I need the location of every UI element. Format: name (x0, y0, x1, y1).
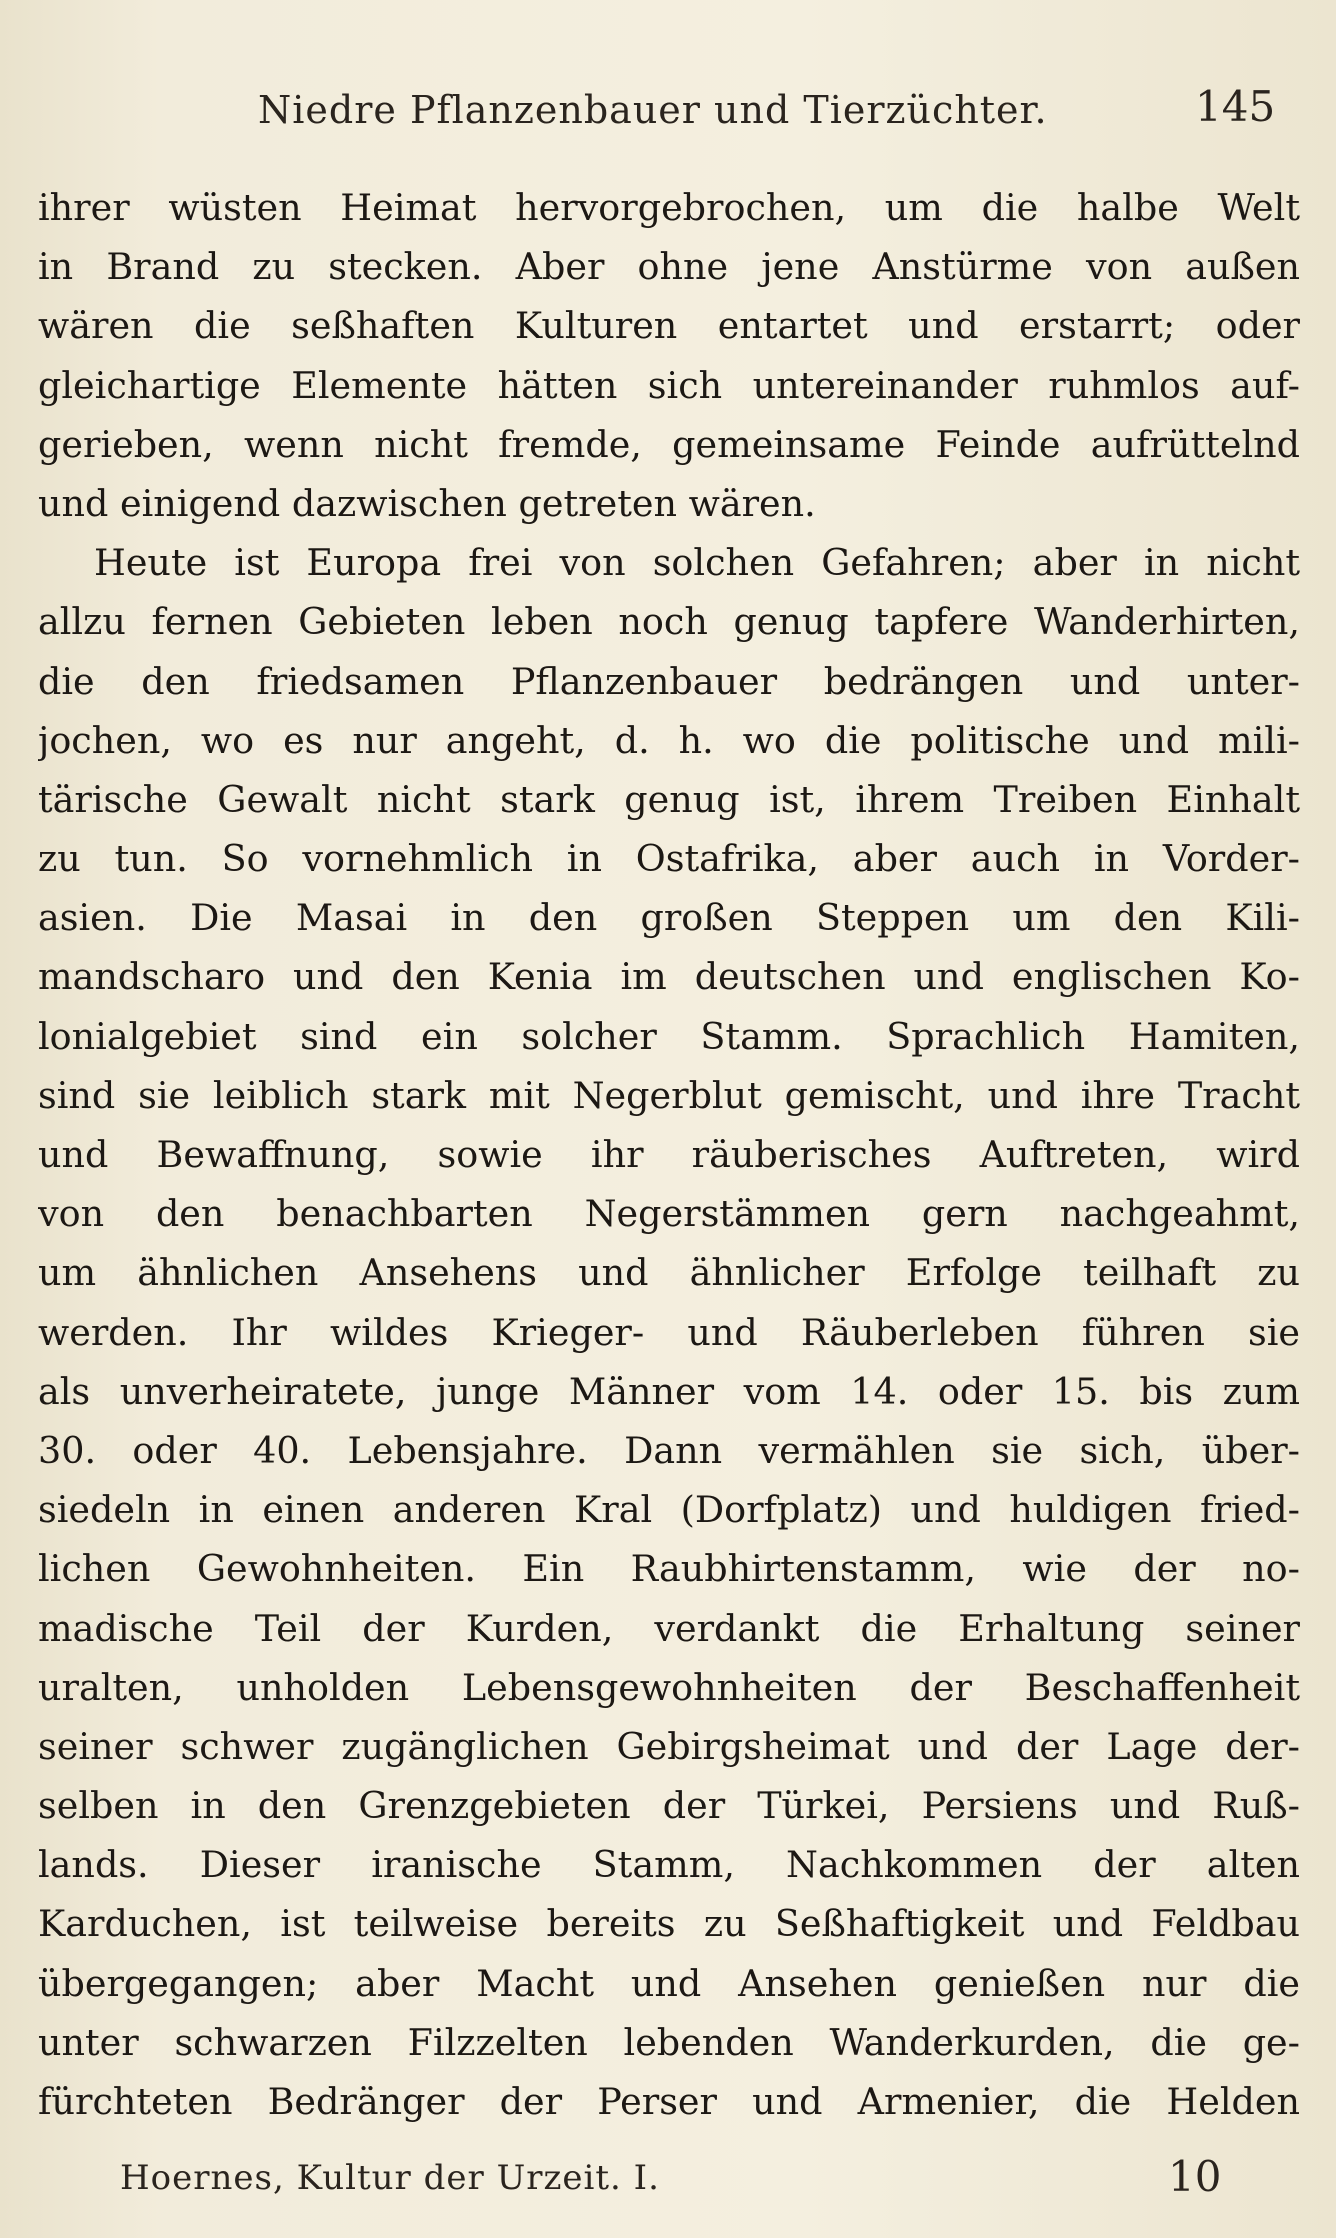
text-line: die den friedsamen Pflanzenbauer bedrängen und unter- (38, 659, 1300, 703)
running-title: Niedre Pflanzenbauer und Tierzüchter. (258, 88, 1048, 132)
text-line: in Brand zu stecken. Aber ohne jene Anstürme von außen (38, 245, 1300, 289)
text-line: allzu fernen Gebieten leben noch genug tapfere Wanderhirten, (38, 600, 1300, 644)
text-line: gerieben, wenn nicht fremde, gemeinsame Feinde aufrüttelnd (38, 422, 1300, 466)
text-line: jochen, wo es nur angeht, d. h. wo die politische und mili- (38, 718, 1300, 762)
text-line: siedeln in einen anderen Kral (Dorfplatz) und huldigen fried- (38, 1488, 1300, 1532)
text-line: tärische Gewalt nicht stark genug ist, ihrem Treiben Einhalt (38, 777, 1300, 821)
text-line: selben in den Grenzgebieten der Türkei, Persiens und Ruß- (38, 1784, 1300, 1828)
text-line: wären die seßhaften Kulturen entartet und erstarrt; oder (38, 304, 1300, 348)
page-header (0, 70, 1336, 150)
page-footer (0, 2148, 1336, 2218)
text-line: und Bewaffnung, sowie ihr räuberisches Auftreten, wird (38, 1133, 1300, 1176)
text-line: zu tun. So vornehmlich in Ostafrika, aber auch in Vorder- (38, 837, 1300, 881)
text-line: um ähnlichen Ansehens und ähnlicher Erfolge teilhaft zu (38, 1251, 1300, 1295)
text-line: asien. Die Masai in den großen Steppen um den Kili- (38, 896, 1300, 940)
text-line: werden. Ihr wildes Krieger- und Räuberleben führen sie (38, 1310, 1300, 1354)
text-line: von den benachbarten Negerstämmen gern nachgeahmt, (38, 1192, 1300, 1236)
text-line: uralten, unholden Lebensgewohnheiten der Beschaffenheit (38, 1665, 1300, 1709)
sheet-number: 10 (1168, 2152, 1222, 2201)
text-line: ihrer wüsten Heimat hervorgebrochen, um die halbe Welt (38, 186, 1300, 229)
text-line: fürchteten Bedränger der Perser und Armenier, die Helden (38, 2080, 1300, 2123)
text-line: 30. oder 40. Lebensjahre. Dann vermählen sie sich, über- (38, 1428, 1300, 1472)
text-line: lichen Gewohnheiten. Ein Raubhirtenstamm, wie der no- (38, 1547, 1300, 1591)
text-line: lands. Dieser iranische Stamm, Nachkommen der alten (38, 1843, 1300, 1887)
text-line: gleichartige Elemente hätten sich untereinander ruhmlos auf- (38, 363, 1300, 407)
text-line: als unverheiratete, junge Männer vom 14. oder 15. bis zum (38, 1369, 1300, 1413)
text-line: und einigend dazwischen getreten wären. (38, 481, 816, 525)
text-line: übergegangen; aber Macht und Ansehen genießen nur die (38, 1961, 1300, 2005)
text-line: lonialgebiet sind ein solcher Stamm. Sprachlich Hamiten, (38, 1014, 1300, 1058)
text-line: sind sie leiblich stark mit Negerblut gemischt, und ihre Tracht (38, 1073, 1300, 1117)
page-number: 145 (1195, 82, 1276, 131)
text-line: Heute ist Europa frei von solchen Gefahren; aber in nicht (94, 541, 1300, 585)
text-line: seiner schwer zugänglichen Gebirgsheimat und der Lage der- (38, 1724, 1300, 1768)
body-text (38, 178, 1300, 2131)
text-line: madische Teil der Kurden, verdankt die Erhaltung seiner (38, 1606, 1300, 1650)
text-line: mandscharo und den Kenia im deutschen und englischen Ko- (38, 955, 1300, 999)
text-line: Karduchen, ist teilweise bereits zu Seßhaftigkeit und Feldbau (38, 1902, 1300, 1946)
text-line: unter schwarzen Filzzelten lebenden Wanderkurden, die ge- (38, 2020, 1300, 2064)
printer-signature: Hoernes, Kultur der Urzeit. I. (120, 2158, 660, 2198)
